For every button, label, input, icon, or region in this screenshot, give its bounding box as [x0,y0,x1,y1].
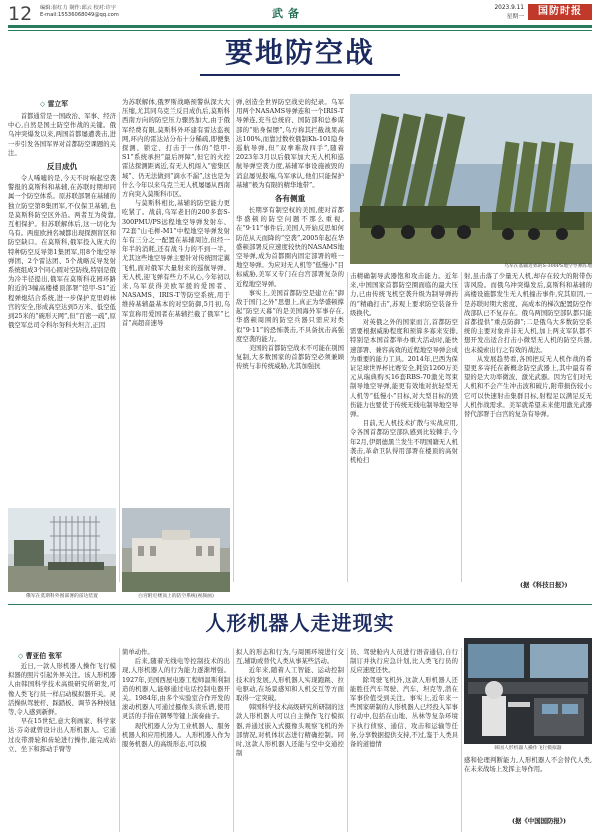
article2-headline: 人形机器人走进现实 [205,611,395,635]
editor-credits [40,5,200,19]
robot-simulator-caption: 韩国人形机器人操作飞行模拟器 [494,746,562,751]
editor-names: 编辑:崔红力 制作:邱云 校对:许宇 [40,5,116,11]
article1-source: (据《科技日报》) [520,581,568,589]
article1-headline: 要地防空战 [224,36,375,69]
header-rule [8,25,592,28]
byline-author: 曹亚伯 张军 [25,652,62,660]
article2-byline [18,650,62,660]
issue-date-block [478,4,524,22]
paragraph: 现代机器人分为工业机器人、服务机器人和应用机器人。人形机器人作为服务机器人的高级形态,可以模 [122,722,230,749]
column-divider [347,648,348,832]
newspaper-brand: 国防时报 [528,4,592,20]
subheading: 各有侧重 [274,194,306,204]
column-divider [461,272,462,582]
paragraph: 弹,创造全世界防空战史的纪录。乌军用两个NASAMS导弹连和一个IRIS-T导弹连,充当总统府、国防部和总参谋部的“贴身保镖”,乌方称其拦截战果高达100%,而靠过数枚俄制Kh-101隐身巡航导弹,但“双拳难敌四手”,随着2023年3月以后俄军加大无人机和巡航导弹空袭力度,基辅军事设施被毁的消息屡见报端,乌军承认,他们只能保护基辅“极为有限的精华地带”。 [236,99,344,189]
column-divider [119,648,120,832]
paragraph: 除驾驶飞机外,这款人形机器人还能胜任汽车驾驶、汽车、坦克等,潜在军事价值受到关注。事实上,近年来一些国家研制的人形机器人已经投入军事行动中,包括在山地、丛林等复杂环境下执行侦察、通信、攻击和运输等任务,分享数据提供支持,不过,鉴于人类具备的道德情 [350,676,458,749]
paragraph: 美国的首都防空战术不可能在别国复制,大多数国家的首都防空必须兼顾传统与非传统威胁,尤其加强抗 [236,345,344,371]
paragraph: 击精确制导武器饱和攻击能力。近年来,中国国家首都防空圈面临的最大压力,已由传统飞机空袭升级为制导弹药的“精确打击”,苏观上要求防空装备升级换代。 [350,273,458,317]
column-divider [233,648,234,832]
radar-photo-caption: 俄军在莫斯科外围部署的雷达装置 [26,594,98,599]
missile-launcher-photo [350,94,592,264]
paragraph: 令人唏嘘的是,今天不时响起空袭警报的莫斯科和基辅,在苏联时期却同属一个防空体系。原苏联部署在基辅的独立防空第8集团军,不仅保卫基辅,也是莫斯科防空区外沿。两者互为倚靠,互相保护。但苏联解体后,这一切化为乌有。两座欧洲名城都出现探测盲区和防空缺口。在莫斯科,俄军投入庞大的特种防空反导第1集团军,用8个地空导弹团、2个雷达团、5个战略反导发射系统组成3个同心圆对空防线,特别是俄为冷半径提出,俄军在莫斯科花园环路附近的3幢高楼楼顶部署“铠甲-S1”近程弹炮结合系统,进一步保护克里姆林宫的安全,形成高空达到5万米、低空低到25米的“碗形天网”,但“百密一疏”,原俄空军总司令科尔努科夫坦言,正因 [8,175,116,330]
byline-author: 雷立军 [47,100,68,108]
issue-date: 2023.9.11 [494,5,524,11]
article2-column-4 [350,648,458,832]
paragraph: 对英俄之外的国家而言,首都防空需要根据威胁程度和预算多寡来安排,特别是本国首都举办重大活动时,能快速部署、兼容高效的近程地空导弹会成为重要的能力工具。2014年,巴西为保证足球世界杯比赛安全,耗资1260万美元从瑞典购买16套RBS-70激光驾束制导地空导弹,能更有效地对抗轻型无人机等“低慢小”目标,对大型目标的毁伤能力也要优于传统无线电制导地空导弹。 [350,319,458,419]
paragraph: 感和伦理判断能力,人形机器人不会替代人类,在未来战场上发挥主导作用。 [464,757,592,774]
paragraph: 韩国科学技术高级研究所研制的这款人形机器人可以自主操作飞行模拟器,并通过嵌入式摄像头观察飞机的外部情况,对机体状态进行精确控制。同时,这款人形机器人还能与空中交通控制 [236,704,344,758]
editor-email: E-mail:15536068049@qq.com [40,12,119,18]
department-label: 武备 [272,7,304,20]
paragraph: 后来,随着无线电等控制技术的出现,人形机器人的行为能力逐渐增强。1927年,美国西屋电器工程师温斯利制造的机器人,能够通过电话控制电器开关。1984年,由多个实验室合作开发的滚动机器人可通过摄像头读乐谱,使用灵活的手指在钢琴等键上演奏曲子。 [122,658,230,721]
paragraph: 事实上,美国首都防空是建立在“御敌于国门之外”思想上,真正为华盛顿撑起“防空天幕”的是美国海外军事存在,华盛顿周围的防空兵器只需应对类似“9·11”的恐怖袭击,不具备抗击高强度空袭的能力。 [236,289,344,343]
paragraph: 长期享有制空权的美国,使对首都华盛顿的防空问题不那么重视,在“9·11”事件后,美国人开始反思如何防范从天而降的“空袭”,2005年起在华盛顿部署反应速度较快的NASAMS地空导弹,成为首都圈内固定部署的唯一地空导弹。为应对无人机等“低慢小”目标威胁,美军又专门在白宫部署复杂的近程地空导弹。 [236,207,344,288]
article1-byline [40,98,68,108]
missile-launcher-caption: 乌军在基辅近郊的S-300PS地空导弹阵地 [504,264,592,269]
issue-weekday: 星期一 [506,14,524,20]
paragraph: 首都通常是一国政治、军事、经济中心,自然是国土防空作战的关键。俄乌冲突爆发以来,两国首都屡遭袭击,进一步引发各国军界对首都防空课题的关注。 [8,113,116,157]
paragraph: 早在15世纪,意大利画家、科学家达·芬奇就曾设计出人形机器人。它通过皮带滑轮和齿轮进行操作,能完成站立、坐下和挥动手臂等 [8,718,116,753]
column-divider [461,648,462,832]
byline-marker: ◇ [40,100,46,108]
rooftop-photo-caption: 白宫附近楼顶上的防空系统(视频画) [138,594,214,599]
paragraph: 与莫斯科相比,基辅的防空能力更吃紧了。战前,乌军老旧的200多套S-300PMU/PS远程地空导弹发射车、72套“山毛榉-M1”中程地空导弹发射车有三分之一配置在基辅周边,但经一年半的消耗,还有战斗力的不到一半。尤其这些地空导弹主要针对传统固定翼飞机,面对俄军大量射来的巡航导弹、无人机,迎飞弹有些力不从心,今年初以来,乌军获得美欧军援的爱国者、NASAMS、IRIS-T等防空系统,用于维持基辅最基本的对空防御,5月初,乌军宣称用爱国者在基辅拦截了俄军“匕首”高超音速导 [122,200,230,327]
section-divider [8,604,592,605]
paragraph: 近年来,随着人工智能、运动控制技术的发展,人形机器人实现跑跳、拉电驱动,在场景感知和人机交互等方面取得一定突破。 [236,667,344,703]
article1-column-3 [236,98,344,590]
article1-column-5 [464,272,592,578]
article1-column-4 [350,272,458,590]
byline-marker: ◇ [18,652,24,660]
subheading: 反目成仇 [46,162,78,172]
article2-column-3 [236,648,344,832]
article2-source: (据《中国国防报》) [512,817,566,825]
paragraph: 拟人的形态和行为,与周围环境进行交互,辅助或替代人类从事某些活动。 [236,649,344,666]
paragraph: 从发展趋势看,各国把反无人机作战的希望更多寄托在新概念防空武器上,其中最有希望的是大功率微波、激光武器。因为它们对无人机和不会产生冲击波和破片,附带损伤较小;它可以快速射击集群目标,射程足以满足反无人机作战需求。美军就希望未来使用激光武器替代部署于白宫的复杂有导弹。 [464,355,592,419]
column-divider [119,112,120,582]
article2-column-5 [464,756,592,812]
article2-column-2 [122,648,230,832]
header-rule-thin [8,30,592,31]
article2-column-1 [8,662,116,832]
page-number: 12 [8,3,33,25]
column-divider [233,98,234,582]
paragraph: 近日,一款人形机器人操作飞行模拟器的照片引起外界关注。该人形机器人由韩国科学技术高级研究所研发,可像人类飞行员一样启动模拟器开关。灵活操纵驾驶杆、踩踏板、调节各种按钮等,令人感到新鲜。 [8,663,116,717]
paragraph: 射,虽击落了少量无人机,却存在较大的附带伤害风险。而俄乌冲突爆发后,莫斯科和基辅的高楼设施都发生无人机撞击事件,究其原因,一是苏联时期大密度、高成本的梯次配置防空作战部队已不复存在。俄乌两国防空部队都只能首都提供“重点防御”;二是俄乌大多数防空系统的主要对象并非无人机,加上两支军队都不想开发出适合打击小微型无人机的防空兵器,也未摸索出行之有效的战法。 [464,273,592,354]
paragraph: 简单动作。 [122,649,154,656]
column-divider [347,272,348,582]
headline-underline [200,74,400,76]
paragraph: 目前,无人机技术扩散与实战应用,令各国首都防空部队感到比较棘手,今年2月,伊朗德黑兰发生不明国籍无人机袭击,革命卫队得用部署在楼顶的高射机枪扫 [350,420,458,465]
radar-photo [8,508,116,592]
paragraph: 员、驾驶舱内人员进行语音通信,自行制订并执行应急计划,比人类飞行员的反应速度还快。 [350,649,458,675]
paragraph: 为苏联解体,俄罗斯战略预警纵深大大压缩,尤其同乌克兰反目成仇后,莫斯科西南方向的防空压力骤然加大,由于俄军经费有限,莫斯科外环建有雷达监视网,环内的雷达站分布十分稀疏,即便集探测、锁定、打击于一体的“铠甲-S1”系统承担“最后屏障”,但它的火控雷达探测距离近,有无人机闯入“密集区域”、仍无法做到“滴水不漏”,这也是为什么今年以来乌克兰无人机屡屡从西南方向突入莫斯科市区。 [122,99,230,199]
robot-simulator-photo [464,638,592,744]
rooftop-photo [122,508,230,592]
